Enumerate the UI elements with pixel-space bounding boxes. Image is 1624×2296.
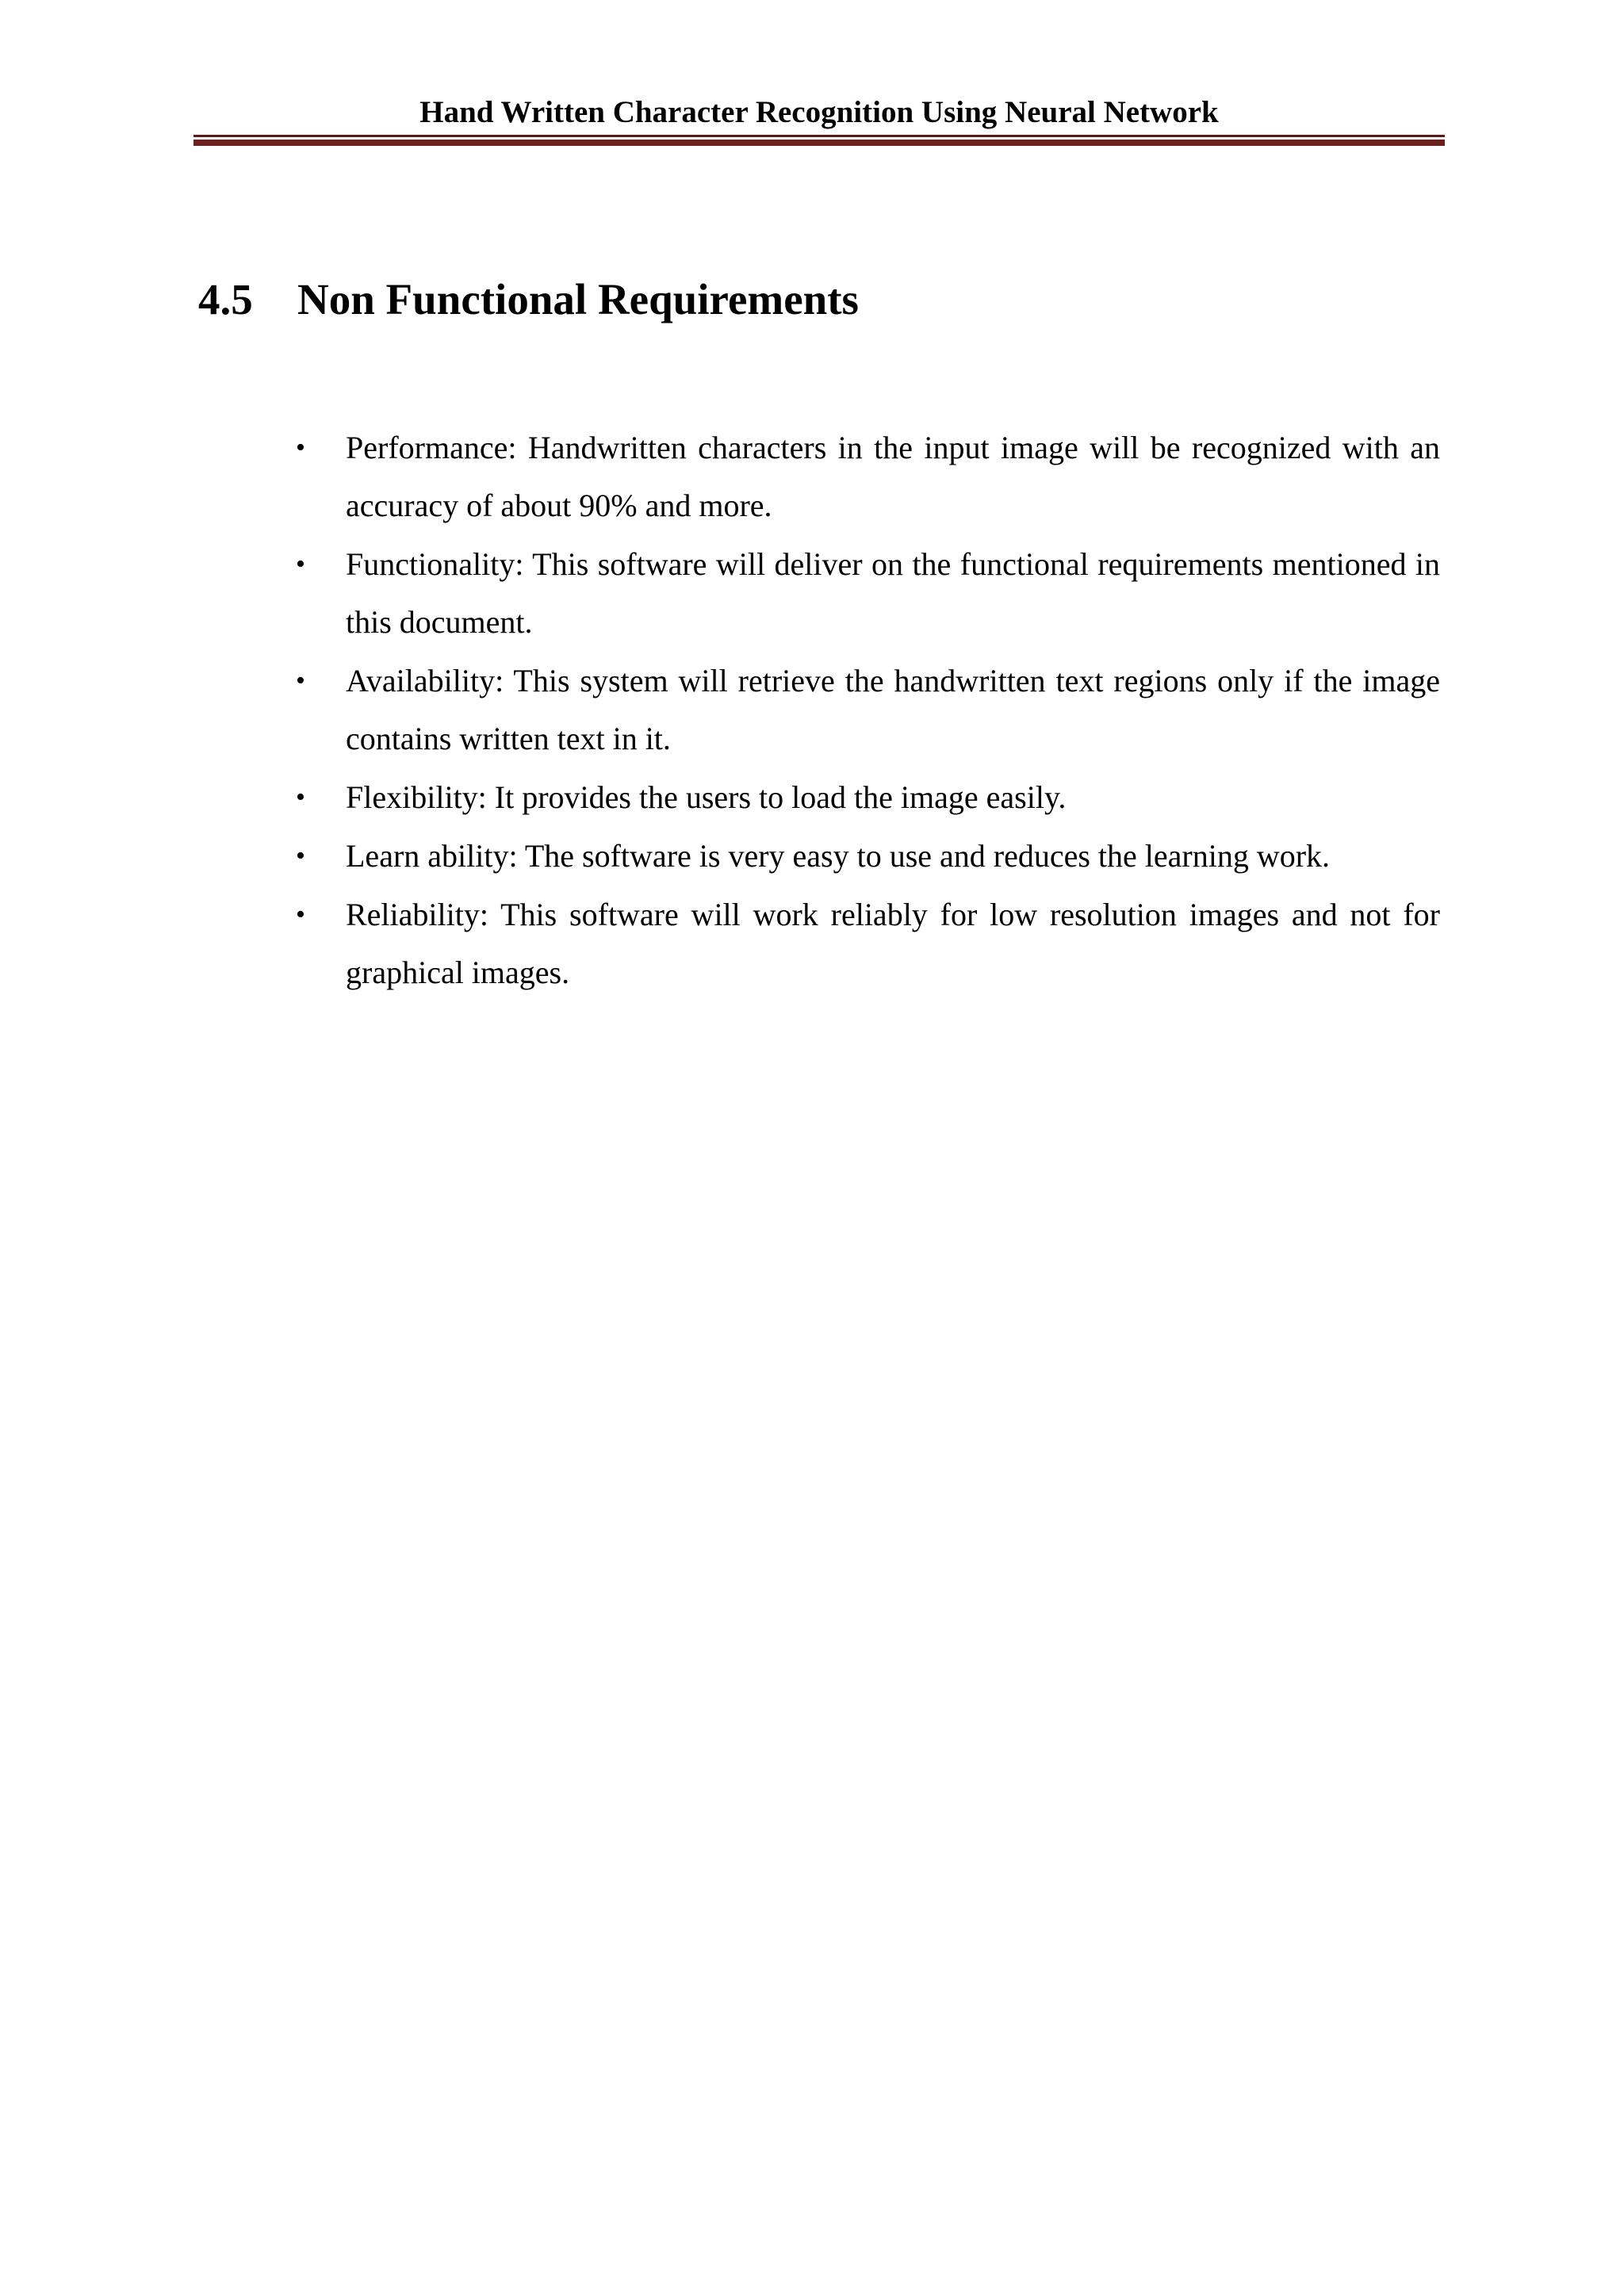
requirement-text: Availability: This system will retrieve the handwritten text regions only if the image contains written text in it. xyxy=(346,663,1440,756)
header-rule-thick xyxy=(193,140,1445,146)
list-item xyxy=(296,535,1440,651)
requirement-text: Reliability: This software will work reliably for low resolution images and not for graphical images. xyxy=(346,897,1440,990)
bullet-icon: • xyxy=(296,841,305,871)
list-item xyxy=(296,886,1440,1001)
bullet-icon: • xyxy=(296,666,305,695)
requirement-text: Learn ability: The software is very easy to use and reduces the learning work. xyxy=(346,838,1331,874)
requirement-text: Performance: Handwritten characters in the input image will be recognized with an accuracy of about 90% and more. xyxy=(346,430,1440,523)
section-heading xyxy=(198,274,859,326)
list-item xyxy=(296,652,1440,767)
bullet-icon: • xyxy=(296,900,305,929)
header-rule-thin xyxy=(193,135,1445,137)
requirements-list xyxy=(296,419,1440,1002)
section-number: 4.5 xyxy=(198,275,253,323)
running-header: Hand Written Character Recognition Using Neural Network xyxy=(419,95,1219,129)
list-item xyxy=(296,768,1440,826)
bullet-icon: • xyxy=(296,549,305,579)
bullet-icon: • xyxy=(296,433,305,462)
list-item xyxy=(296,419,1440,534)
section-title: Non Functional Requirements xyxy=(297,275,859,323)
list-item xyxy=(296,827,1440,885)
bullet-icon: • xyxy=(296,783,305,812)
requirement-text: Flexibility: It provides the users to load the image easily. xyxy=(346,779,1067,815)
requirement-text: Functionality: This software will deliver on the functional requirements mentioned in this document. xyxy=(346,546,1440,640)
